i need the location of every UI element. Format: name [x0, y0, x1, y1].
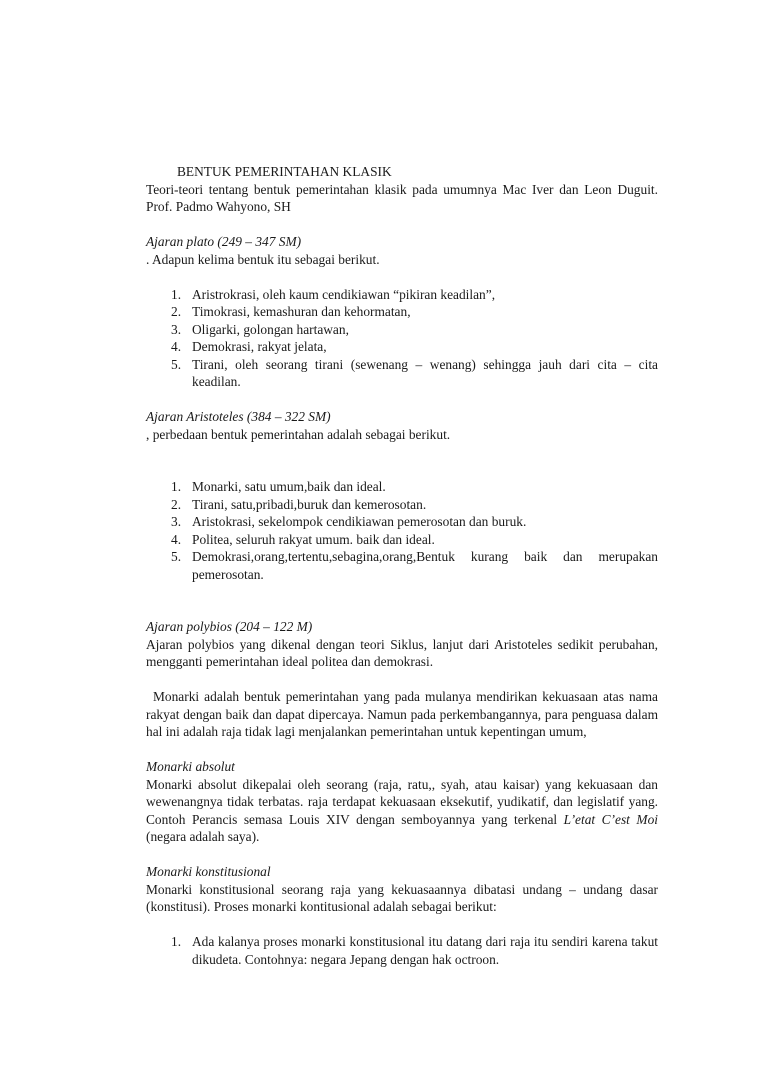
konstitusional-heading: Monarki konstitusional — [146, 864, 271, 879]
intro-paragraph: Teori-teori tentang bentuk pemerintahan klasik pada umumnya Mac Iver dan Leon Duguit. Prof. Padmo Wahyono, SH — [146, 181, 658, 214]
list-number: 5. — [171, 356, 182, 372]
list-item — [146, 478, 658, 496]
list-number: 2. — [171, 496, 182, 512]
page-title: BENTUK PEMERINTAHAN KLASIK — [177, 164, 392, 179]
list-text: Tirani, satu,pribadi,buruk dan kemerosotan. — [192, 496, 427, 512]
monarki-paragraph: Monarki adalah bentuk pemerintahan yang pada mulanya mendirikan kekuasaan atas nama rakyat dengan baik dan dapat dipercaya. Namun pada perkembangannya, para penguasa dalam hal ini adalah raja tidak lagi menjalankan pemerintahan untuk kepentingan umum, — [146, 689, 658, 739]
list-item — [146, 286, 658, 304]
list-number: 4. — [171, 339, 182, 354]
plato-lead: . Adapun kelima bentuk itu sebagai berikut. — [146, 251, 380, 267]
list-text: Timokrasi, kemashuran dan kehormatan, — [192, 304, 411, 319]
list-text: Aristrokrasi, oleh kaum cendikiawan “pikiran keadilan”, — [192, 286, 496, 302]
list-number: 1. — [171, 286, 182, 302]
aristoteles-lead: , perbedaan bentuk pemerintahan adalah sebagai berikut. — [146, 426, 451, 442]
list-number: 2. — [171, 304, 182, 319]
polybios-paragraph: Ajaran polybios yang dikenal dengan teori Siklus, lanjut dari Aristoteles sedikit perubahan, mengganti pemerintahan ideal politea dan demokrasi. — [146, 636, 658, 669]
list-item — [146, 303, 658, 321]
list-number: 1. — [171, 479, 182, 494]
absolut-heading: Monarki absolut — [146, 759, 235, 774]
list-item — [146, 356, 658, 391]
absolut-text: Monarki absolut dikepalai oleh seorang (raja, ratu,, syah, atau kaisar) yang kekuasaan dan wewenangnya tidak terbatas. raja terdapat kekuasaan eksekutif, yudikatif, dan legislatif yang. Contoh Perancis semasa Louis XIV dengan semboyannya yang terkenal — [146, 776, 658, 827]
aristoteles-heading: Ajaran Aristoteles (384 – 322 SM) — [146, 409, 331, 424]
list-text: Aristokrasi, sekelompok cendikiawan pemerosotan dan buruk. — [192, 514, 527, 529]
konstitusional-paragraph: Monarki konstitusional seorang raja yang kekuasaannya dibatasi undang – undang dasar (konstitusi). Proses monarki kontitusional adalah sebagai berikut: — [146, 881, 658, 914]
list-number: 5. — [171, 549, 182, 564]
list-text: Demokrasi, rakyat jelata, — [192, 339, 327, 354]
list-text: Politea, seluruh rakyat umum. baik dan ideal. — [192, 531, 435, 547]
list-text: Monarki, satu umum,baik dan ideal. — [192, 479, 386, 494]
list-text: Oligarki, golongan hartawan, — [192, 321, 349, 337]
document-page — [146, 163, 658, 968]
list-item — [146, 531, 658, 549]
list-item — [146, 496, 658, 514]
absolut-motto: L’etat C’est Moi — [563, 811, 658, 827]
konstitusional-list — [146, 933, 658, 968]
list-number: 3. — [171, 321, 182, 337]
list-number: 3. — [171, 514, 182, 529]
absolut-paragraph — [146, 776, 658, 846]
plato-list — [146, 286, 658, 391]
list-item — [146, 513, 658, 531]
list-item — [146, 338, 658, 356]
list-item — [146, 933, 658, 968]
list-text: Tirani, oleh seorang tirani (sewenang – wenang) sehingga jauh dari cita – cita keadilan. — [192, 356, 658, 389]
list-item — [146, 548, 658, 583]
aristoteles-list — [146, 478, 658, 583]
list-number: 1. — [171, 934, 182, 949]
list-text: Demokrasi,orang,tertentu,sebagina,orang,Bentuk kurang baik dan merupakan pemerosotan. — [192, 549, 658, 582]
list-text: Ada kalanya proses monarki konstitusional itu datang dari raja itu sendiri karena takut dikudeta. Contohnya: negara Jepang dengan hak octroon. — [192, 934, 658, 967]
list-item — [146, 321, 658, 339]
plato-heading: Ajaran plato (249 – 347 SM) — [146, 234, 302, 249]
absolut-text-end: (negara adalah saya). — [146, 829, 260, 844]
polybios-heading: Ajaran polybios (204 – 122 M) — [146, 619, 313, 634]
list-number: 4. — [171, 531, 182, 547]
